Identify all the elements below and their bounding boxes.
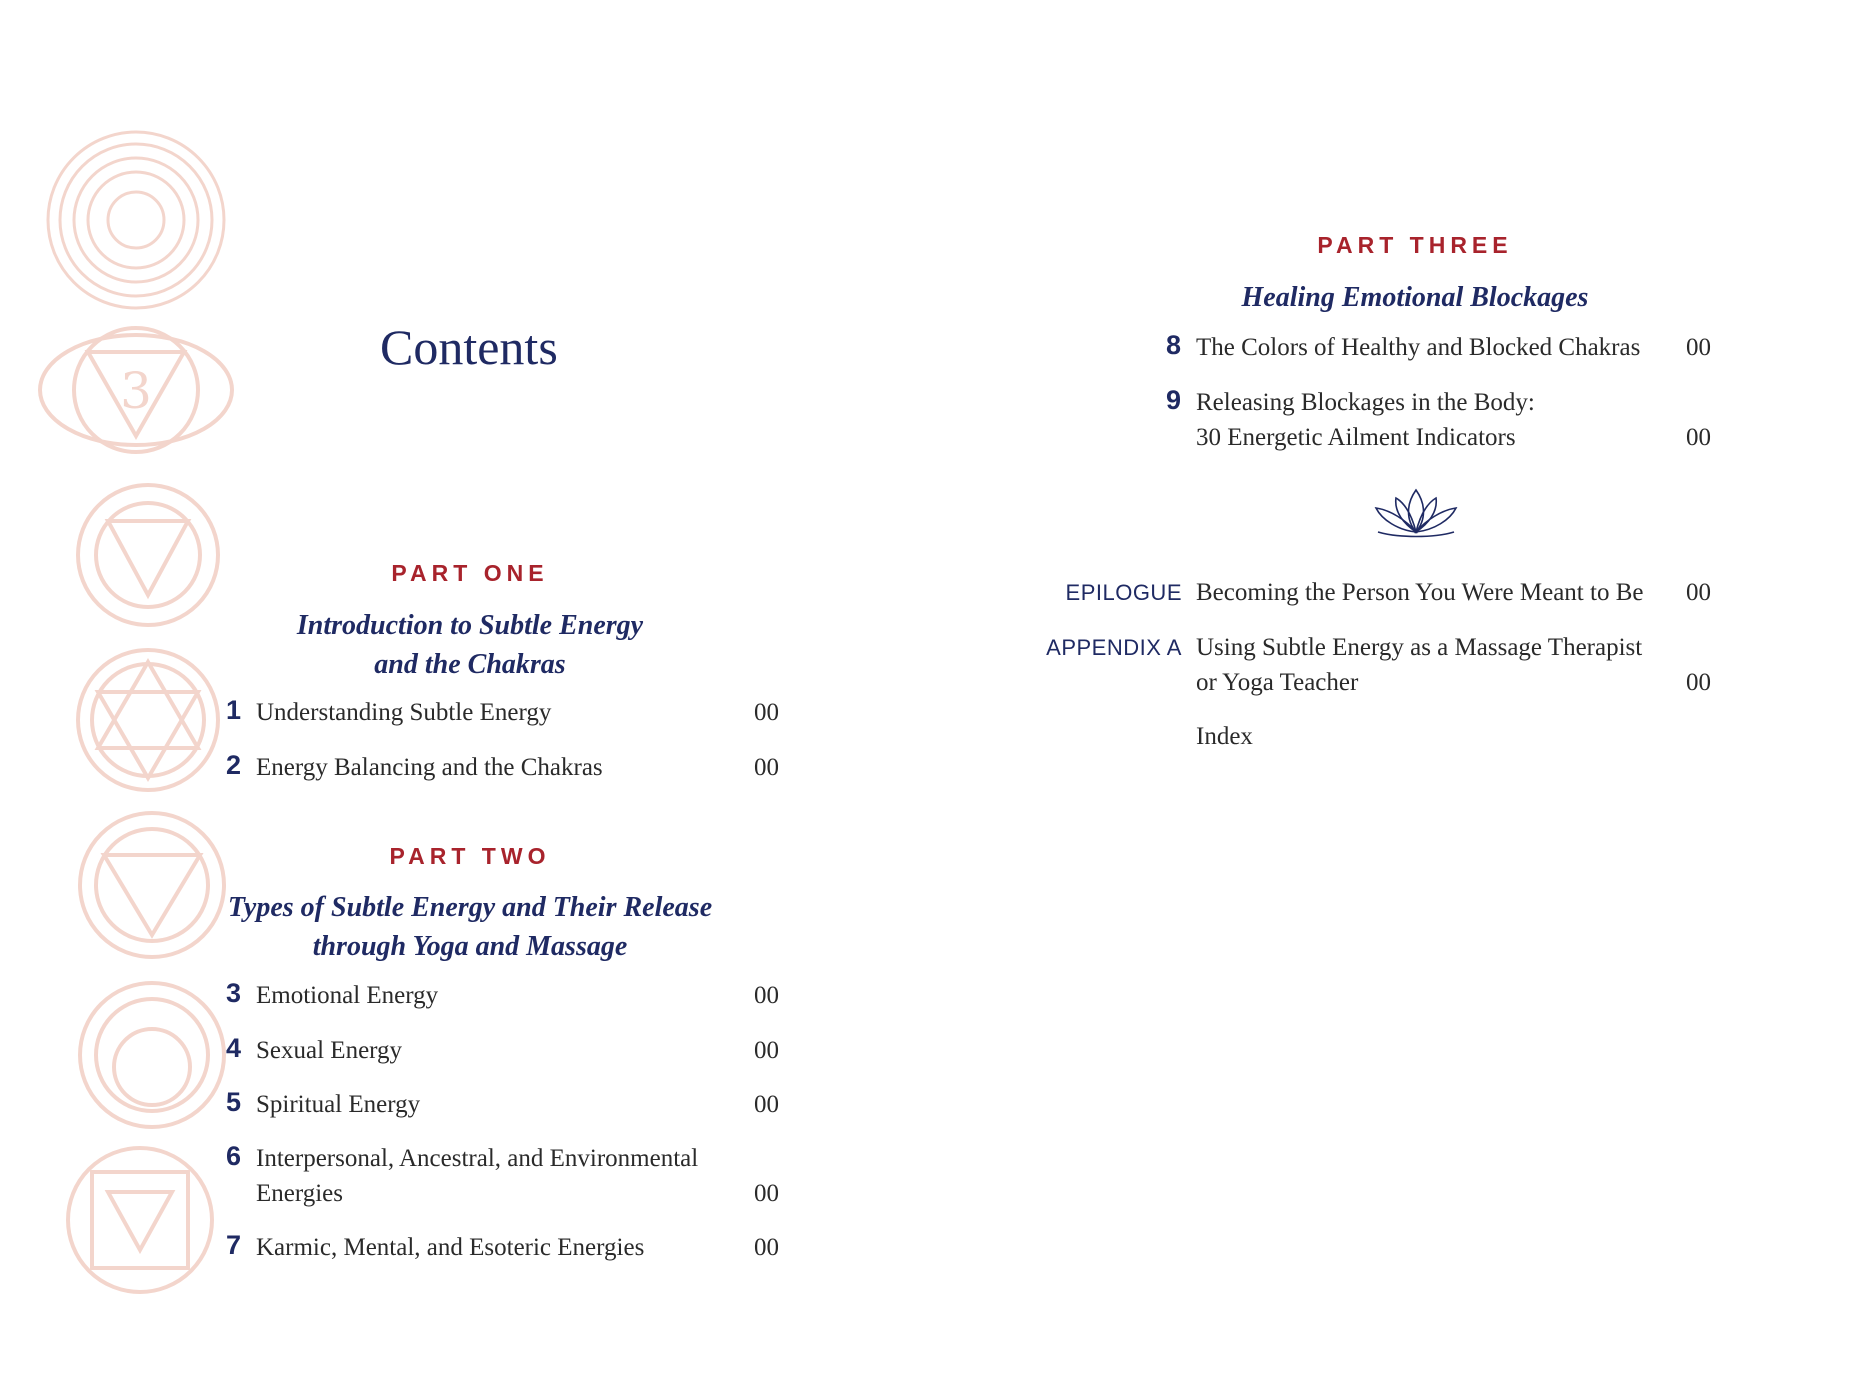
page-number: 00 <box>754 1091 779 1118</box>
chapter-number: 3 <box>226 978 242 1008</box>
chapter-number: 9 <box>1166 385 1182 415</box>
part-two-label: PART TWO <box>389 843 551 869</box>
page-number: 00 <box>754 699 779 726</box>
svg-text:3: 3 <box>120 362 152 420</box>
page-number: 00 <box>1686 579 1711 606</box>
part-one-subtitle-line1: Introduction to Subtle Energy <box>296 610 644 641</box>
chapter-title: Karmic, Mental, and Esoteric Energies <box>256 1234 645 1261</box>
page-number: 00 <box>754 1037 779 1064</box>
chapter-title: The Colors of Healthy and Blocked Chakras <box>1196 334 1641 361</box>
page-number: 00 <box>754 1234 779 1261</box>
part-two-subtitle-line2: through Yoga and Massage <box>312 931 628 962</box>
chapter-number: 5 <box>226 1087 242 1117</box>
index-title: Index <box>1196 723 1253 750</box>
chapter-title: Energy Balancing and the Chakras <box>256 754 603 781</box>
part-two-subtitle <box>180 888 760 966</box>
chapter-number: 6 <box>226 1141 242 1171</box>
chapter-number: 8 <box>1166 330 1182 360</box>
appendix-title-line2: or Yoga Teacher <box>1196 669 1359 696</box>
chapter-title: Interpersonal, Ancestral, and Environmental <box>256 1145 699 1172</box>
page-number: 00 <box>1686 669 1711 696</box>
page-number: 00 <box>1686 424 1711 451</box>
part-two-subtitle-line1: Types of Subtle Energy and Their Release <box>227 892 713 923</box>
part-three-subtitle: Healing Emotional Blockages <box>1241 282 1589 313</box>
chakra-column <box>40 120 240 1320</box>
chapter-title: Spiritual Energy <box>256 1091 421 1118</box>
contents-title: Contents <box>380 319 558 375</box>
part-one-subtitle <box>220 606 720 684</box>
part-one-label: PART ONE <box>391 560 549 586</box>
page-number: 00 <box>754 1180 779 1207</box>
part-three-label: PART THREE <box>1317 232 1513 258</box>
part-one-subtitle-line2: and the Chakras <box>374 649 566 680</box>
chapter-number: 4 <box>226 1033 242 1063</box>
page-number: 00 <box>754 754 779 781</box>
chapter-number: 7 <box>226 1230 242 1260</box>
chapter-number: 2 <box>226 750 242 780</box>
chapter-title-line2: Energies <box>256 1180 344 1207</box>
chapter-title: Emotional Energy <box>256 982 439 1009</box>
epilogue-label: EPILOGUE <box>1065 580 1182 605</box>
appendix-label: APPENDIX A <box>1046 635 1182 660</box>
chapter-title: Releasing Blockages in the Body: <box>1196 389 1535 416</box>
root-chakra-icon <box>40 1120 240 1320</box>
chapter-title: Sexual Energy <box>256 1037 403 1064</box>
chapter-number: 1 <box>226 695 242 725</box>
page-number: 00 <box>1686 334 1711 361</box>
appendix-title: Using Subtle Energy as a Massage Therapist <box>1196 634 1643 661</box>
epilogue-title: Becoming the Person You Were Meant to Be <box>1196 579 1644 606</box>
page-number: 00 <box>754 982 779 1009</box>
lotus-icon <box>1368 484 1464 544</box>
chapter-title-line2: 30 Energetic Ailment Indicators <box>1196 424 1516 451</box>
chapter-title: Understanding Subtle Energy <box>256 699 552 726</box>
